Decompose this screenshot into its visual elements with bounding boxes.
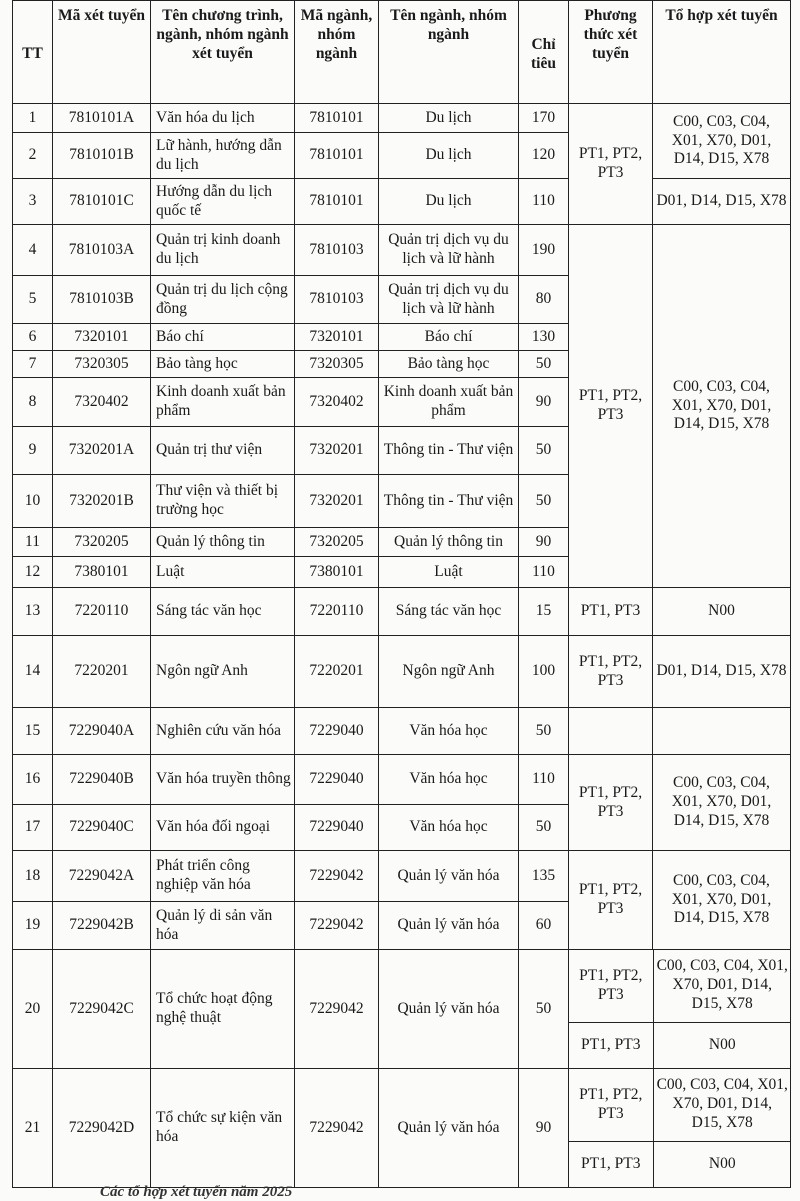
cell-code: 7380101 <box>53 557 151 588</box>
cell-program: Phát triển công nghiệp văn hóa <box>151 851 295 902</box>
header-to-hop: Tổ hợp xét tuyển <box>653 1 791 104</box>
cell-code: 7320101 <box>53 324 151 351</box>
cell-program: Văn hóa truyền thông <box>151 755 295 805</box>
cell-major: Kinh doanh xuất bản phẩm <box>379 378 519 427</box>
cell-combination: D01, D14, D15, X78 <box>653 636 791 708</box>
table-row <box>13 636 791 708</box>
cell-quota: 110 <box>519 179 569 225</box>
method-combo-subtable <box>569 1069 791 1187</box>
cell-major-code: 7220110 <box>295 588 379 636</box>
cell-quota: 60 <box>519 902 569 950</box>
cell-code: 7229040B <box>53 755 151 805</box>
cell-program: Báo chí <box>151 324 295 351</box>
cell-major-code: 7229042 <box>295 851 379 902</box>
cell-major: Sáng tác văn học <box>379 588 519 636</box>
cell-quota: 50 <box>519 708 569 755</box>
table-row <box>13 950 791 1069</box>
cell-tt: 6 <box>13 324 53 351</box>
cell-quota: 90 <box>519 1069 569 1188</box>
cell-tt: 9 <box>13 427 53 475</box>
cell-quota: 190 <box>519 225 569 276</box>
cell-program: Quản lý di sản văn hóa <box>151 902 295 950</box>
cell-code: 7810101B <box>53 133 151 179</box>
cell-major: Báo chí <box>379 324 519 351</box>
cell-tt: 4 <box>13 225 53 276</box>
cell-combination: C00, C03, C04, X01, X70, D01, D14, D15, X78 <box>653 225 791 588</box>
cell-combination: C00, C03, C04, X01, X70, D01, D14, D15, X78 <box>653 755 791 851</box>
cell-quota: 130 <box>519 324 569 351</box>
cell-program: Tổ chức sự kiện văn hóa <box>151 1069 295 1188</box>
cell-quota: 80 <box>519 276 569 324</box>
cell-major: Văn hóa học <box>379 708 519 755</box>
cell-combination: C00, C03, C04, X01, X70, D01, D14, D15, X78 <box>653 1069 791 1141</box>
cell-major: Quản lý văn hóa <box>379 902 519 950</box>
cell-method <box>569 708 653 755</box>
cell-program: Quản trị thư viện <box>151 427 295 475</box>
cell-major: Quản lý văn hóa <box>379 950 519 1069</box>
cell-tt: 11 <box>13 528 53 557</box>
cell-major: Văn hóa học <box>379 755 519 805</box>
cell-method: PT1, PT2, PT3 <box>569 950 653 1022</box>
cell-major: Quản trị dịch vụ du lịch và lữ hành <box>379 225 519 276</box>
cell-method: PT1, PT3 <box>569 588 653 636</box>
cell-quota: 120 <box>519 133 569 179</box>
cell-major-code: 7810103 <box>295 276 379 324</box>
cell-major-code: 7220201 <box>295 636 379 708</box>
cell-method: PT1, PT2, PT3 <box>569 225 653 588</box>
cell-method: PT1, PT3 <box>569 1141 653 1187</box>
cell-code: 7320201B <box>53 475 151 528</box>
cell-method: PT1, PT3 <box>569 1022 653 1068</box>
cell-quota: 50 <box>519 475 569 528</box>
cell-quota: 50 <box>519 805 569 851</box>
header-ma-xet-tuyen: Mã xét tuyển <box>53 1 151 104</box>
cell-major-code: 7229042 <box>295 950 379 1069</box>
cell-combination: N00 <box>653 588 791 636</box>
cell-combination <box>653 708 791 755</box>
cell-code: 7220201 <box>53 636 151 708</box>
cell-major: Quản lý văn hóa <box>379 851 519 902</box>
cell-major: Du lịch <box>379 179 519 225</box>
cell-combination: C00, C03, C04, X01, X70, D01, D14, D15, X78 <box>653 950 791 1022</box>
cell-tt: 14 <box>13 636 53 708</box>
table-row <box>13 708 791 755</box>
cell-tt: 21 <box>13 1069 53 1188</box>
cell-major-code: 7320305 <box>295 351 379 378</box>
cell-code: 7229042B <box>53 902 151 950</box>
cell-method: PT1, PT2, PT3 <box>569 636 653 708</box>
cell-tt: 20 <box>13 950 53 1069</box>
cell-major-code: 7810101 <box>295 179 379 225</box>
cell-major-code: 7229042 <box>295 1069 379 1188</box>
cell-tt: 15 <box>13 708 53 755</box>
cell-combination: D01, D14, D15, X78 <box>653 179 791 225</box>
cell-combination: N00 <box>653 1141 791 1187</box>
table-row <box>13 179 791 225</box>
cell-code: 7229042A <box>53 851 151 902</box>
cell-quota: 50 <box>519 950 569 1069</box>
cell-major: Văn hóa học <box>379 805 519 851</box>
cell-program: Tổ chức hoạt động nghệ thuật <box>151 950 295 1069</box>
cell-program: Ngôn ngữ Anh <box>151 636 295 708</box>
cell-tt: 19 <box>13 902 53 950</box>
cell-program: Văn hóa đối ngoại <box>151 805 295 851</box>
cell-method-combo-split <box>569 1069 791 1188</box>
table-row <box>13 1069 791 1188</box>
cell-major-code: 7320201 <box>295 475 379 528</box>
cell-major: Bảo tàng học <box>379 351 519 378</box>
cell-program: Kinh doanh xuất bản phẩm <box>151 378 295 427</box>
cell-major: Luật <box>379 557 519 588</box>
cell-major: Quản trị dịch vụ du lịch và lữ hành <box>379 276 519 324</box>
cell-program: Quản lý thông tin <box>151 528 295 557</box>
cell-major-code: 7810103 <box>295 225 379 276</box>
cell-quota: 100 <box>519 636 569 708</box>
table-row <box>13 755 791 805</box>
cell-tt: 5 <box>13 276 53 324</box>
cell-tt: 17 <box>13 805 53 851</box>
header-ten-chuong-trinh: Tên chương trình, ngành, nhóm ngành xét tuyển <box>151 1 295 104</box>
cell-code: 7810101C <box>53 179 151 225</box>
cell-major: Thông tin - Thư viện <box>379 475 519 528</box>
footer-caption: Các tổ hợp xét tuyển năm 2025 <box>100 1184 293 1200</box>
cell-quota: 110 <box>519 557 569 588</box>
cell-tt: 1 <box>13 104 53 133</box>
cell-code: 7810101A <box>53 104 151 133</box>
cell-major-code: 7380101 <box>295 557 379 588</box>
cell-combination: C00, C03, C04, X01, X70, D01, D14, D15, X78 <box>653 851 791 950</box>
header-ten-nganh: Tên ngành, nhóm ngành <box>379 1 519 104</box>
cell-quota: 110 <box>519 755 569 805</box>
cell-tt: 13 <box>13 588 53 636</box>
admission-table-page <box>12 0 790 1188</box>
header-ma-nganh: Mã ngành, nhóm ngành <box>295 1 379 104</box>
cell-code: 7229042D <box>53 1069 151 1188</box>
table-row <box>13 588 791 636</box>
cell-tt: 8 <box>13 378 53 427</box>
admission-table <box>12 0 791 1188</box>
cell-quota: 135 <box>519 851 569 902</box>
cell-code: 7810103A <box>53 225 151 276</box>
cell-tt: 7 <box>13 351 53 378</box>
cell-major-code: 7229040 <box>295 805 379 851</box>
header-tt: TT <box>13 1 53 104</box>
cell-quota: 50 <box>519 427 569 475</box>
cell-code: 7229040C <box>53 805 151 851</box>
cell-tt: 16 <box>13 755 53 805</box>
cell-code: 7220110 <box>53 588 151 636</box>
cell-quota: 15 <box>519 588 569 636</box>
cell-program: Luật <box>151 557 295 588</box>
cell-major-code: 7810101 <box>295 104 379 133</box>
cell-major-code: 7229040 <box>295 755 379 805</box>
cell-program: Sáng tác văn học <box>151 588 295 636</box>
cell-method-combo-split <box>569 950 791 1069</box>
cell-tt: 3 <box>13 179 53 225</box>
cell-method: PT1, PT2, PT3 <box>569 755 653 851</box>
cell-program: Bảo tàng học <box>151 351 295 378</box>
cell-method: PT1, PT2, PT3 <box>569 1069 653 1141</box>
cell-code: 7229042C <box>53 950 151 1069</box>
cell-program: Thư viện và thiết bị trường học <box>151 475 295 528</box>
cell-code: 7320201A <box>53 427 151 475</box>
cell-tt: 12 <box>13 557 53 588</box>
cell-program: Nghiên cứu văn hóa <box>151 708 295 755</box>
cell-code: 7320402 <box>53 378 151 427</box>
table-row <box>13 851 791 902</box>
cell-major-code: 7320201 <box>295 427 379 475</box>
cell-combination: C00, C03, C04, X01, X70, D01, D14, D15, X78 <box>653 104 791 179</box>
cell-major-code: 7229040 <box>295 708 379 755</box>
cell-major-code: 7229042 <box>295 902 379 950</box>
header-phuong-thuc: Phương thức xét tuyển <box>569 1 653 104</box>
header-chi-tieu: Chỉ tiêu <box>519 1 569 104</box>
cell-quota: 50 <box>519 351 569 378</box>
cell-program: Lữ hành, hướng dẫn du lịch <box>151 133 295 179</box>
cell-tt: 2 <box>13 133 53 179</box>
table-header-row <box>13 1 791 104</box>
cell-combination: N00 <box>653 1022 791 1068</box>
method-combo-subtable <box>569 950 791 1068</box>
cell-major-code: 7320402 <box>295 378 379 427</box>
cell-code: 7810103B <box>53 276 151 324</box>
cell-major: Ngôn ngữ Anh <box>379 636 519 708</box>
cell-major: Du lịch <box>379 104 519 133</box>
cell-program: Quản trị kinh doanh du lịch <box>151 225 295 276</box>
cell-quota: 90 <box>519 378 569 427</box>
cell-major: Thông tin - Thư viện <box>379 427 519 475</box>
table-row <box>13 104 791 133</box>
cell-quota: 170 <box>519 104 569 133</box>
cell-method: PT1, PT2, PT3 <box>569 104 653 225</box>
cell-major-code: 7810101 <box>295 133 379 179</box>
cell-major-code: 7320205 <box>295 528 379 557</box>
cell-code: 7320305 <box>53 351 151 378</box>
cell-tt: 18 <box>13 851 53 902</box>
cell-program: Hướng dẫn du lịch quốc tế <box>151 179 295 225</box>
cell-code: 7320205 <box>53 528 151 557</box>
cell-major-code: 7320101 <box>295 324 379 351</box>
cell-code: 7229040A <box>53 708 151 755</box>
cell-method: PT1, PT2, PT3 <box>569 851 653 950</box>
cell-major: Quản lý văn hóa <box>379 1069 519 1188</box>
cell-major: Quản lý thông tin <box>379 528 519 557</box>
table-row <box>13 225 791 276</box>
cell-major: Du lịch <box>379 133 519 179</box>
cell-quota: 90 <box>519 528 569 557</box>
cell-program: Quản trị du lịch cộng đồng <box>151 276 295 324</box>
cell-tt: 10 <box>13 475 53 528</box>
cell-program: Văn hóa du lịch <box>151 104 295 133</box>
